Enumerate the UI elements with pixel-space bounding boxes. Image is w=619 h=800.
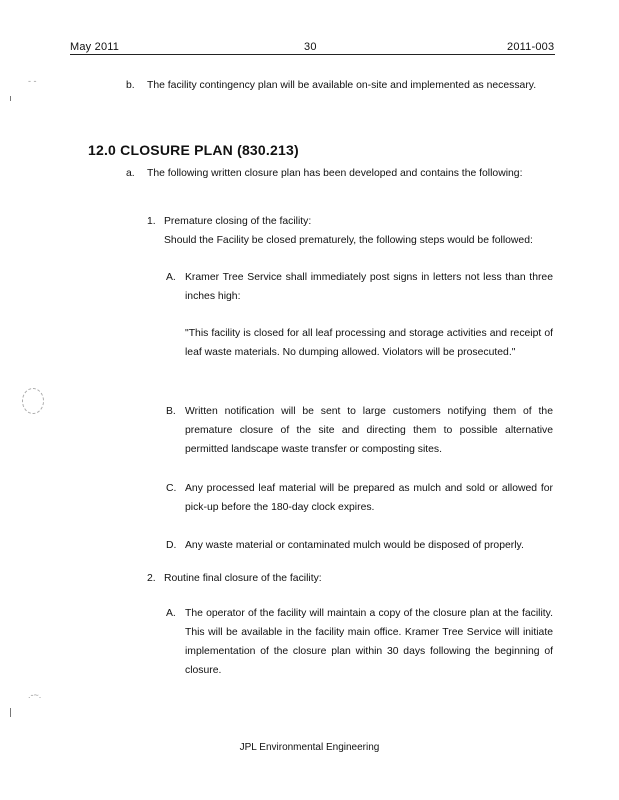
- punch-hole-mark: [22, 388, 44, 414]
- sub2-label: 2.: [147, 573, 156, 584]
- sub2-a-label: A.: [166, 608, 176, 619]
- sub1-title: Premature closing of the facility:: [164, 216, 312, 227]
- sub1-quote: "This facility is closed for all leaf processing and storage activities and receipt of leaf waste materials. No dumping allowed. Violators will be prosecuted.": [185, 328, 553, 358]
- sub1-c-label: C.: [166, 483, 177, 494]
- sub1-d-text: Any waste material or contaminated mulch would be disposed of properly.: [185, 540, 524, 551]
- sub1-a-text: Kramer Tree Service shall immediately post signs in letters not less than three inches high:: [185, 272, 553, 302]
- sub1-b-label: B.: [166, 406, 176, 417]
- header-doc-number: 2011-003: [507, 41, 555, 53]
- item-b-text: The facility contingency plan will be available on-site and implemented as necessary.: [147, 80, 537, 91]
- sub1-d-label: D.: [166, 540, 177, 551]
- sub1-intro: Should the Facility be closed prematurely, the following steps would be followed:: [164, 235, 533, 246]
- item-a-text: The following written closure plan has been developed and contains the following:: [147, 168, 523, 179]
- sub1-label: 1.: [147, 216, 156, 227]
- header-page-number: 30: [304, 41, 317, 53]
- header-rule: [70, 54, 555, 55]
- header-date: May 2011: [70, 41, 120, 53]
- sub2-a-text: The operator of the facility will maintain a copy of the closure plan at the facility. This will be available in the facility main office. Kramer Tree Service will initiate implementation of the closure plan within 30 days following the beginning of closure.: [185, 608, 553, 676]
- scan-mark: [10, 708, 11, 717]
- item-a-label: a.: [126, 168, 135, 179]
- section-title: 12.0 CLOSURE PLAN (830.213): [88, 142, 299, 158]
- scan-mark: .-~.: [28, 690, 42, 700]
- sub1-c-text: Any processed leaf material will be prepared as mulch and sold or allowed for pick-up before the 180-day clock expires.: [185, 483, 553, 513]
- sub1-a-label: A.: [166, 272, 176, 283]
- footer-company: JPL Environmental Engineering: [239, 742, 380, 753]
- item-b-label: b.: [126, 80, 135, 91]
- scan-mark: [10, 96, 11, 101]
- sub1-b-text: Written notification will be sent to large customers notifying them of the premature closure of the site and directing them to possible alternative permitted landscape waste transfer or composting sites.: [185, 406, 553, 455]
- sub2-title: Routine final closure of the facility:: [164, 573, 322, 584]
- scan-mark: - -: [28, 76, 37, 86]
